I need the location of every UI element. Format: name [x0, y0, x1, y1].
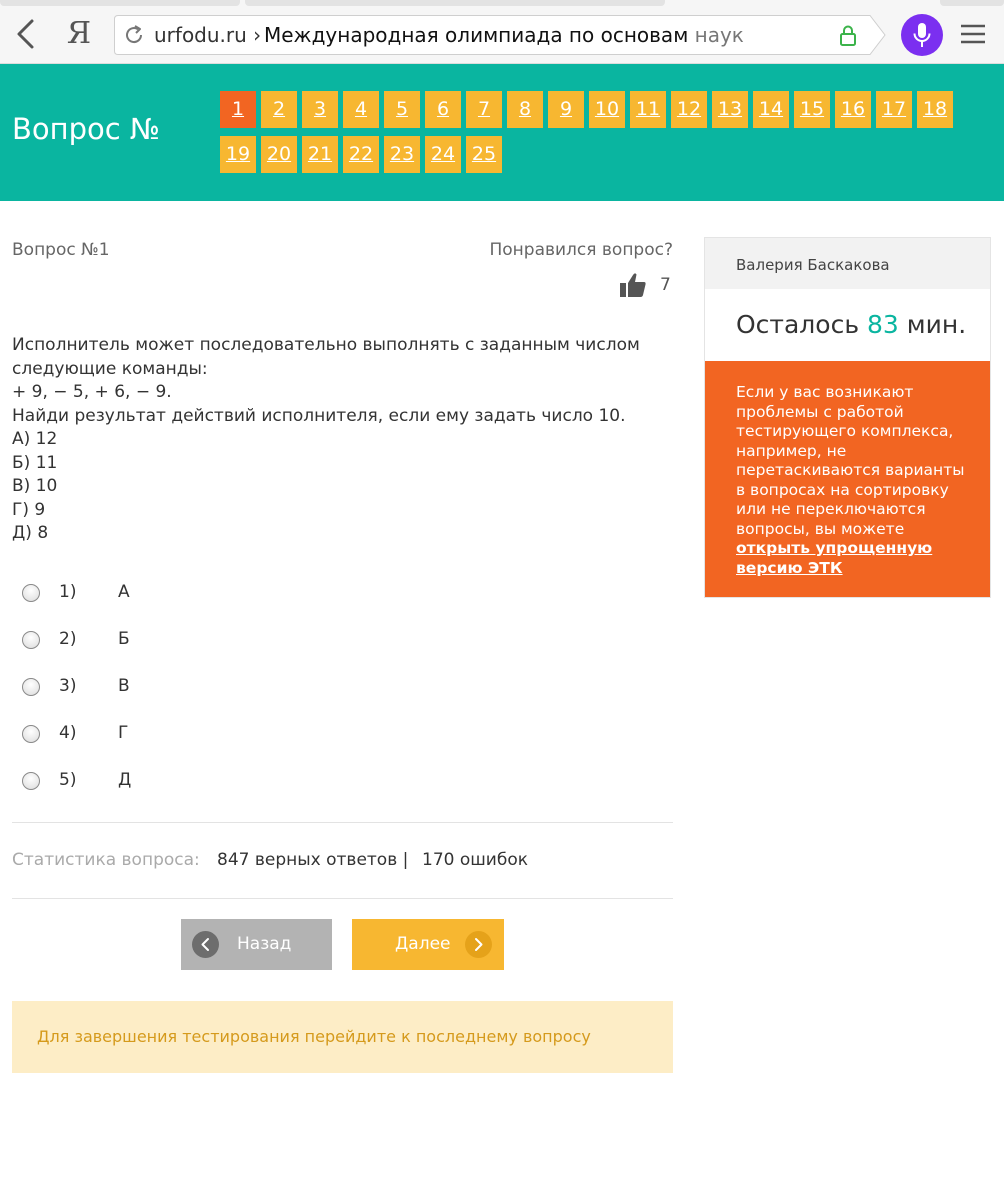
question-number-button[interactable]: 18 — [917, 91, 953, 128]
question-number-button[interactable]: 25 — [466, 136, 502, 173]
time-remaining-minutes: 83 — [867, 310, 899, 339]
browser-tab[interactable] — [245, 0, 665, 6]
url-domain: urfodu.ru › — [154, 23, 262, 47]
question-number-button[interactable]: 7 — [466, 91, 502, 128]
question-number-button[interactable]: 10 — [589, 91, 625, 128]
browser-tab[interactable] — [0, 0, 240, 6]
answer-number: 4) — [59, 723, 77, 743]
answer-number: 5) — [59, 770, 77, 790]
question-number-button[interactable]: 16 — [835, 91, 871, 128]
divider — [12, 822, 673, 823]
question-text-line: А) 12 — [12, 429, 58, 449]
answer-radio[interactable] — [22, 631, 40, 649]
question-text-line: Д) 8 — [12, 523, 49, 543]
question-label: Вопрос №1 — [12, 240, 110, 260]
answer-number: 3) — [59, 676, 77, 696]
question-number-button[interactable]: 9 — [548, 91, 584, 128]
question-number-button[interactable]: 6 — [425, 91, 461, 128]
chevron-left-icon — [192, 931, 219, 958]
question-number-button[interactable]: 12 — [671, 91, 707, 128]
question-number-button[interactable]: 14 — [753, 91, 789, 128]
answer-value: А — [118, 582, 130, 602]
answer-radio[interactable] — [22, 772, 40, 790]
help-notice-text: Если у вас возникают проблемы с работой тестирующего комплекса, например, не перетаскиваются варианты в вопросах на сортировку или не переключаются вопросы, вы можете открыть упрощенную версию ЭТК — [736, 383, 965, 577]
voice-search-button[interactable] — [901, 14, 943, 56]
tab-strip — [0, 0, 1004, 6]
answer-number: 2) — [59, 629, 77, 649]
question-number-button[interactable]: 20 — [261, 136, 297, 173]
question-number-button[interactable]: 11 — [630, 91, 666, 128]
question-text-line: Исполнитель может последовательно выполнять с заданным числом — [12, 335, 640, 355]
answer-value: Д — [118, 770, 132, 790]
question-number-button[interactable]: 5 — [384, 91, 420, 128]
question-text-line: В) 10 — [12, 476, 58, 496]
question-text-line: Найди результат действий исполнителя, если ему задать число 10. — [12, 405, 626, 426]
simplified-version-link[interactable]: открыть упрощенную версию ЭТК — [736, 539, 933, 577]
user-name: Валерия Баскакова — [736, 256, 890, 274]
microphone-icon — [912, 22, 932, 48]
question-number-button[interactable]: 19 — [220, 136, 256, 173]
url-page-title: Международная олимпиада по основам наук — [264, 23, 744, 47]
address-bar[interactable] — [114, 15, 886, 55]
back-button-label: Назад — [237, 934, 292, 954]
question-text — [12, 334, 673, 546]
question-text-line: + 9, − 5, + 6, − 9. — [12, 382, 172, 402]
back-icon[interactable] — [12, 18, 42, 50]
question-number-button[interactable]: 24 — [425, 136, 461, 173]
yandex-logo[interactable]: Я — [66, 16, 92, 51]
time-remaining: Осталось 83 мин. — [736, 310, 967, 339]
header-title: Вопрос № — [12, 112, 161, 146]
question-text-line: Б) 11 — [12, 452, 58, 473]
menu-icon[interactable] — [959, 22, 987, 46]
finish-notice — [12, 1001, 673, 1073]
question-nav-header — [0, 64, 1004, 201]
question-number-button[interactable]: 3 — [302, 91, 338, 128]
question-text-line: следующие команды: — [12, 358, 208, 379]
finish-notice-text: Для завершения тестирования перейдите к последнему вопросу — [37, 1027, 591, 1046]
question-number-button[interactable]: 23 — [384, 136, 420, 173]
thumbs-up-icon[interactable] — [619, 272, 647, 298]
chevron-right-icon — [465, 931, 492, 958]
question-number-button[interactable]: 2 — [261, 91, 297, 128]
question-number-button[interactable]: 15 — [794, 91, 830, 128]
stats-correct-count: 847 верных ответов | — [217, 850, 409, 870]
like-prompt: Понравился вопрос? — [489, 240, 673, 260]
question-number-button[interactable]: 21 — [302, 136, 338, 173]
next-button[interactable] — [352, 919, 504, 970]
answer-number: 1) — [59, 582, 77, 602]
question-number-button[interactable]: 22 — [343, 136, 379, 173]
refresh-icon[interactable] — [122, 23, 146, 47]
answer-radio[interactable] — [22, 678, 40, 696]
browser-tab[interactable] — [940, 0, 1004, 6]
like-count: 7 — [660, 275, 671, 295]
next-button-label: Далее — [395, 934, 451, 954]
stats-label: Статистика вопроса: — [12, 850, 200, 870]
question-number-button[interactable]: 1 — [220, 91, 256, 128]
back-button[interactable] — [181, 919, 332, 970]
question-number-button[interactable]: 8 — [507, 91, 543, 128]
help-notice — [705, 361, 990, 597]
divider — [12, 898, 673, 899]
user-box — [705, 238, 990, 289]
browser-toolbar — [0, 0, 1004, 64]
answer-value: Б — [118, 629, 130, 649]
question-number-button[interactable]: 13 — [712, 91, 748, 128]
question-text-line: Г) 9 — [12, 499, 46, 520]
question-number-button[interactable]: 4 — [343, 91, 379, 128]
answer-radio[interactable] — [22, 584, 40, 602]
answer-radio[interactable] — [22, 725, 40, 743]
answer-value: В — [118, 676, 130, 696]
sidebar-panel — [704, 237, 991, 598]
answer-value: Г — [118, 723, 129, 743]
lock-icon[interactable] — [836, 23, 860, 47]
question-number-button[interactable]: 17 — [876, 91, 912, 128]
stats-error-count: 170 ошибок — [422, 850, 529, 870]
